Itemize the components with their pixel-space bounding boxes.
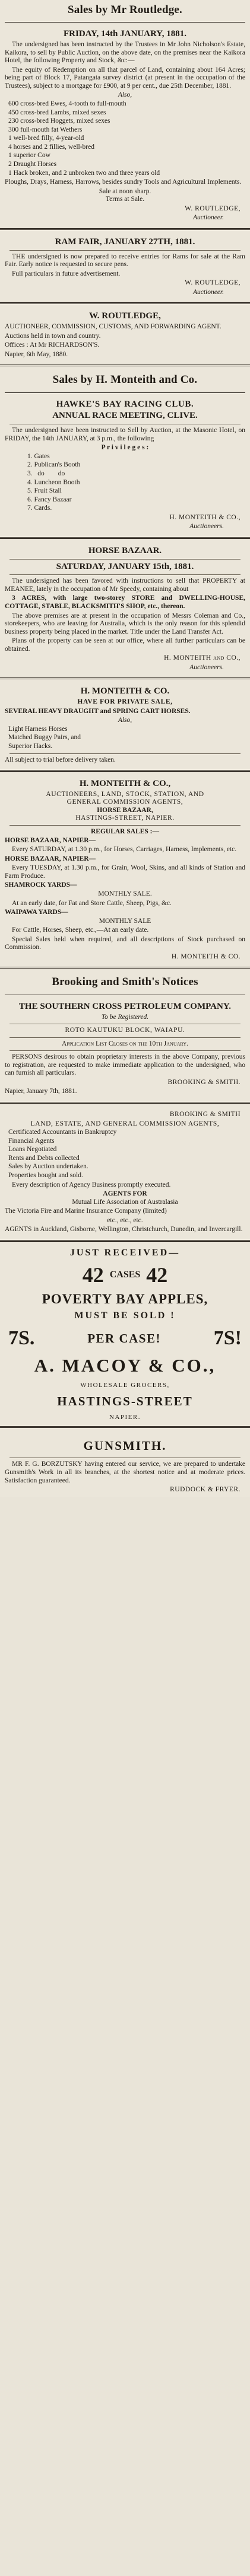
divider (0, 302, 250, 304)
sale-notice-nicholson (0, 25, 250, 225)
agents-for-label: AGENTS FOR (103, 1190, 147, 1198)
sale-land: The equity of Redemption on all that parcel of Land, containing about 164 Acres; being part of Block 17, Patangata survey district (at present in the occupation of the Trustees), subject to a mortgage for £900, at 9 per cent., due 25th December, 1881. (5, 66, 245, 90)
stock-list (0, 100, 250, 177)
stock-item: 4 horses and 2 fillies, well-bred (8, 143, 94, 151)
divider (0, 1102, 250, 1104)
card-line: LAND, ESTATE, AND GENERAL COMMISSION AGENTS, (30, 1120, 220, 1127)
service-item: Certificated Accountants in Bankruptcy (8, 1129, 117, 1136)
gunsmith-title: GUNSMITH. (83, 1438, 167, 1453)
sale-date: FRIDAY, 14th JANUARY, 1881. (63, 29, 186, 39)
privilege-item: 7. Cards. (27, 504, 52, 512)
signature-role: Auctioneer. (192, 288, 224, 296)
service-item: Loans Negotiated (8, 1146, 57, 1153)
sale-venue: HORSE BAZAAR, NAPIER— (5, 836, 96, 844)
bazaar-date: SATURDAY, JANUARY 15th, 1881. (56, 561, 194, 571)
agency-business: Every description of Agency Business promptly executed. (12, 1181, 171, 1188)
divider (10, 559, 240, 560)
privilege-item: 6. Fancy Bazaar (27, 496, 72, 503)
cases-count: 42 (82, 1263, 104, 1287)
apples-advertisement (0, 1245, 250, 1423)
firm-name: A. MACOY & CO., (34, 1355, 216, 1376)
sale-venue-text: Every SATURDAY, at 1.30 p.m., for Horses, Carriages, Harness, Implements, etc. (12, 846, 237, 854)
hire-heading: HAVE FOR PRIVATE SALE, (77, 698, 173, 706)
signature-role: Auctioneers. (189, 523, 224, 530)
service-item: Financial Agents (8, 1137, 55, 1145)
sale-venue: SHAMROCK YARDS— (5, 881, 77, 889)
bazaar-intro: The undersigned has been favored with instructions to sell that PROPERTY at MEANEE, lately in the occupation of Mr Speedy, containing about (5, 577, 245, 593)
hire-note: All subject to trial before delivery taken. (5, 756, 116, 763)
town-name: NAPIER. (109, 1413, 141, 1421)
petroleum-notice (0, 998, 250, 1098)
ram-fair-more: Full particulars in future advertisement. (12, 270, 121, 277)
ram-fair-text: THE undersigned is now prepared to receive entries for Rams for sale at the Ram Fair. Early notice is requested to secure pens. (5, 253, 245, 269)
stock-item: 1 superior Cow (8, 152, 50, 159)
sale-intro: The undersigned has been instructed by the Trustees in Mr John Nicholson's Estate, Kaikora, to sell by Public Auction, on the above date, on the premises near the Kaikora Hotel, the following Property and Stock, &c:— (5, 41, 245, 65)
stock-item: 2 Draught Horses (8, 160, 57, 168)
gunsmith-text: MR F. G. BORZUTSKY having entered our service, we are prepared to undertake Gunsmith's Work in all its branches, at the shortest notice and at moderate prices. Satisfaction guaranteed. (5, 1460, 245, 1484)
racing-title: ANNUAL RACE MEETING, CLIVE. (52, 411, 198, 421)
petroleum-sub: To be Registered. (101, 1013, 149, 1021)
petroleum-title: THE SOUTHERN CROSS PETROLEUM COMPANY. (18, 1001, 232, 1011)
card-line: GENERAL COMMISSION AGENTS, (67, 798, 183, 806)
sale-time: Sale at noon sharp. (99, 187, 151, 195)
section-title: Sales by H. Monteith and Co. (52, 373, 198, 386)
signature-role: Auctioneers. (189, 663, 224, 671)
stock-item: 600 cross-bred Ewes, 4-tooth to full-mouth (8, 100, 126, 108)
cases-row (0, 1263, 250, 1287)
card-line: HORSE BAZAAR, (97, 806, 153, 814)
privileges-label: P r i v i l e g e s : (101, 444, 149, 452)
section-title: Sales by Mr Routledge. (68, 4, 182, 16)
divider (10, 574, 240, 575)
divider (0, 967, 250, 969)
petroleum-date: Napier, January 7th, 1881. (5, 1088, 77, 1095)
regular-sales-label: REGULAR SALES :— (90, 828, 160, 835)
bazaar-reason: The above premises are at present in the occupation of Messrs Coleman and Co., storekeepers, who are leaving for Australia, which is the only reason for this splendid business property being placed in the market. Title under the Land Transfer Act. (5, 612, 245, 635)
agency-item: The Victoria Fire and Marine Insurance Company (limited) (5, 1207, 167, 1215)
racing-text: The undersigned have been instructed to Sell by Auction, at the Masonic Hotel, on FRIDAY, the 14th JANUARY, at 3 p.m., the following (5, 427, 245, 442)
card-name: W. ROUTLEDGE, (89, 311, 161, 321)
private-sale-notice (0, 683, 250, 766)
signature-name: W. ROUTLEDGE, (185, 204, 240, 212)
cases-count: 42 (146, 1263, 168, 1287)
apples-origin: POVERTY BAY APPLES, (42, 1292, 208, 1307)
card-auctions: Auctions held in town and country. (5, 332, 101, 340)
divider (0, 228, 250, 230)
brooking-card (0, 1107, 250, 1236)
agency-offices: AGENTS in Auckland, Gisborne, Wellington, Christchurch, Dunedin, and Invercargill. (5, 1226, 243, 1233)
service-item: Rents and Debts collected (8, 1154, 80, 1162)
card-line: HASTINGS-STREET, NAPIER. (75, 814, 175, 822)
signature-name: H. MONTEITH and CO., (164, 654, 240, 662)
hire-item: Matched Buggy Pairs, and (8, 734, 81, 742)
service-item: Sales by Auction undertaken. (8, 1163, 88, 1171)
routledge-card (0, 308, 250, 361)
ram-fair-title: RAM FAIR, JANUARY 27TH, 1881. (55, 236, 195, 247)
card-date: Napier, 6th May, 1880. (5, 350, 68, 358)
privilege-item: 4. Luncheon Booth (27, 478, 80, 486)
sale-implements: Ploughs, Drays, Harness, Harrows, besides sundry Tools and Agricultural Implements. (5, 178, 242, 186)
stock-item: 230 cross-bred Hoggets, mixed sexes (8, 117, 110, 125)
signature-name: W. ROUTLEDGE, (185, 279, 240, 287)
cases-label: CASES (109, 1269, 141, 1280)
divider (0, 677, 250, 679)
stock-item: 1 Hack broken, and 2 unbroken two and three years old (8, 169, 160, 177)
divider (10, 753, 240, 754)
divider (0, 770, 250, 772)
stock-item: 300 full-mouth fat Wethers (8, 126, 83, 133)
divider (0, 1240, 250, 1242)
divider (10, 1050, 240, 1051)
price-left: 7S. (8, 1327, 35, 1350)
also-label: Also, (118, 717, 132, 724)
sale-venue-sub: MONTHLY SALE (99, 917, 151, 925)
petroleum-location: ROTO KAUTUKU BLOCK, WAIAPU. (65, 1027, 185, 1034)
privilege-item: 1. Gates (27, 452, 50, 460)
card-name: BROOKING & SMITH (169, 1111, 240, 1118)
monteith-card (0, 775, 250, 963)
ram-fair-notice (0, 234, 250, 299)
signature-name: H. MONTEITH & CO. (171, 953, 240, 960)
just-received: JUST RECEIVED— (69, 1247, 181, 1258)
divider (10, 250, 240, 251)
privilege-item: 5. Fruit Stall (27, 487, 62, 495)
divider (0, 365, 250, 366)
street-name: HASTINGS-STREET (57, 1394, 193, 1408)
section-header-routledge (0, 0, 250, 19)
stock-item: 450 cross-bred Lambs, mixed sexes (8, 108, 106, 116)
sale-venue-text: At an early date, for Fat and Store Cattle, Sheep, Pigs, &c. (12, 899, 172, 907)
sale-terms: Terms at Sale. (105, 196, 145, 203)
signature-name: H. MONTEITH & CO., (169, 513, 240, 521)
privileges-list (0, 453, 250, 513)
price-label: PER CASE! (87, 1331, 161, 1345)
hire-firm: H. MONTEITH & CO. (80, 686, 170, 696)
bazaar-plans: Plans of the property can be seen at our office, where all further particulars can be obtained. (5, 637, 245, 653)
privilege-item: 2. Publican's Booth (27, 461, 81, 469)
stock-item: 1 well-bred filly, 4-year-old (8, 135, 84, 142)
divider (0, 1426, 250, 1428)
signature-name: RUDDOCK & FRYER. (170, 1486, 240, 1494)
horse-bazaar-sale (0, 542, 250, 675)
sale-venue: WAIPAWA YARDS— (5, 909, 68, 916)
section-header-brooking (0, 972, 250, 991)
card-offices: Offices : At Mr RICHARDSON'S. (5, 341, 100, 349)
gunsmith-notice (0, 1431, 250, 1497)
divider (10, 1037, 240, 1038)
card-business: AUCTIONEER, COMMISSION, CUSTOMS, AND FORWARDING AGENT. (5, 323, 221, 331)
service-item: Properties bought and sold. (8, 1171, 83, 1179)
signature-name: BROOKING & SMITH. (167, 1078, 240, 1086)
divider (0, 537, 250, 539)
also-label: Also, (118, 91, 132, 99)
racing-club-notice (0, 396, 250, 533)
card-name: H. MONTEITH & CO., (79, 779, 171, 789)
agency-item: etc., etc., etc. (107, 1216, 143, 1224)
petroleum-text: PERSONS desirous to obtain proprietary interests in the above Company, previous to registration, are requested to make immediate application to the undersigned, who can furnish all particulars. (5, 1053, 245, 1077)
sale-venue-sub: MONTHLY SALE. (98, 890, 152, 897)
must-be-sold: MUST BE SOLD ! (74, 1311, 176, 1321)
divider (5, 22, 245, 23)
application-list: Application List Closes on the 10th January. (62, 1040, 188, 1047)
sale-venue: HORSE BAZAAR, NAPIER— (5, 855, 96, 862)
firm-trade: WHOLESALE GROCERS, (80, 1381, 170, 1389)
card-line: AUCTIONEERS, LAND, STOCK, STATION, AND (46, 790, 204, 798)
price-right: 7S! (213, 1327, 242, 1350)
price-row (0, 1327, 250, 1350)
section-title: Brooking and Smith's Notices (52, 976, 198, 989)
section-header-monteith (0, 370, 250, 389)
special-sales: Special Sales held when required, and all descriptions of Stock purchased on Commission. (5, 935, 245, 951)
divider (10, 825, 240, 826)
sale-venue-text: Every TUESDAY, at 1.30 p.m., for Grain, Wool, Skins, and all kinds of Station and Farm Produce. (5, 864, 245, 880)
sale-venue-text: For Cattle, Horses, Sheep, etc.,—At an early date. (12, 926, 149, 934)
bazaar-title: HORSE BAZAAR. (88, 545, 162, 555)
racing-club-name: HAWKE'S BAY RACING CLUB. (56, 399, 194, 409)
hire-horses: SEVERAL HEAVY DRAUGHT and SPRING CART HORSES. (5, 707, 191, 715)
hire-item: Light Harness Horses (8, 725, 68, 733)
hire-item: Superior Hacks. (8, 742, 53, 750)
signature-role: Auctioneer. (192, 214, 224, 222)
divider (5, 392, 245, 393)
bazaar-property: 3 ACRES, with large two-storey STORE and DWELLING-HOUSE, COTTAGE, STABLE, BLACKSMITH'S SHOP, etc., thereon. (5, 595, 245, 610)
agency-item: Mutual Life Association of Australasia (72, 1198, 178, 1206)
privilege-item: 3. do do (27, 469, 65, 477)
